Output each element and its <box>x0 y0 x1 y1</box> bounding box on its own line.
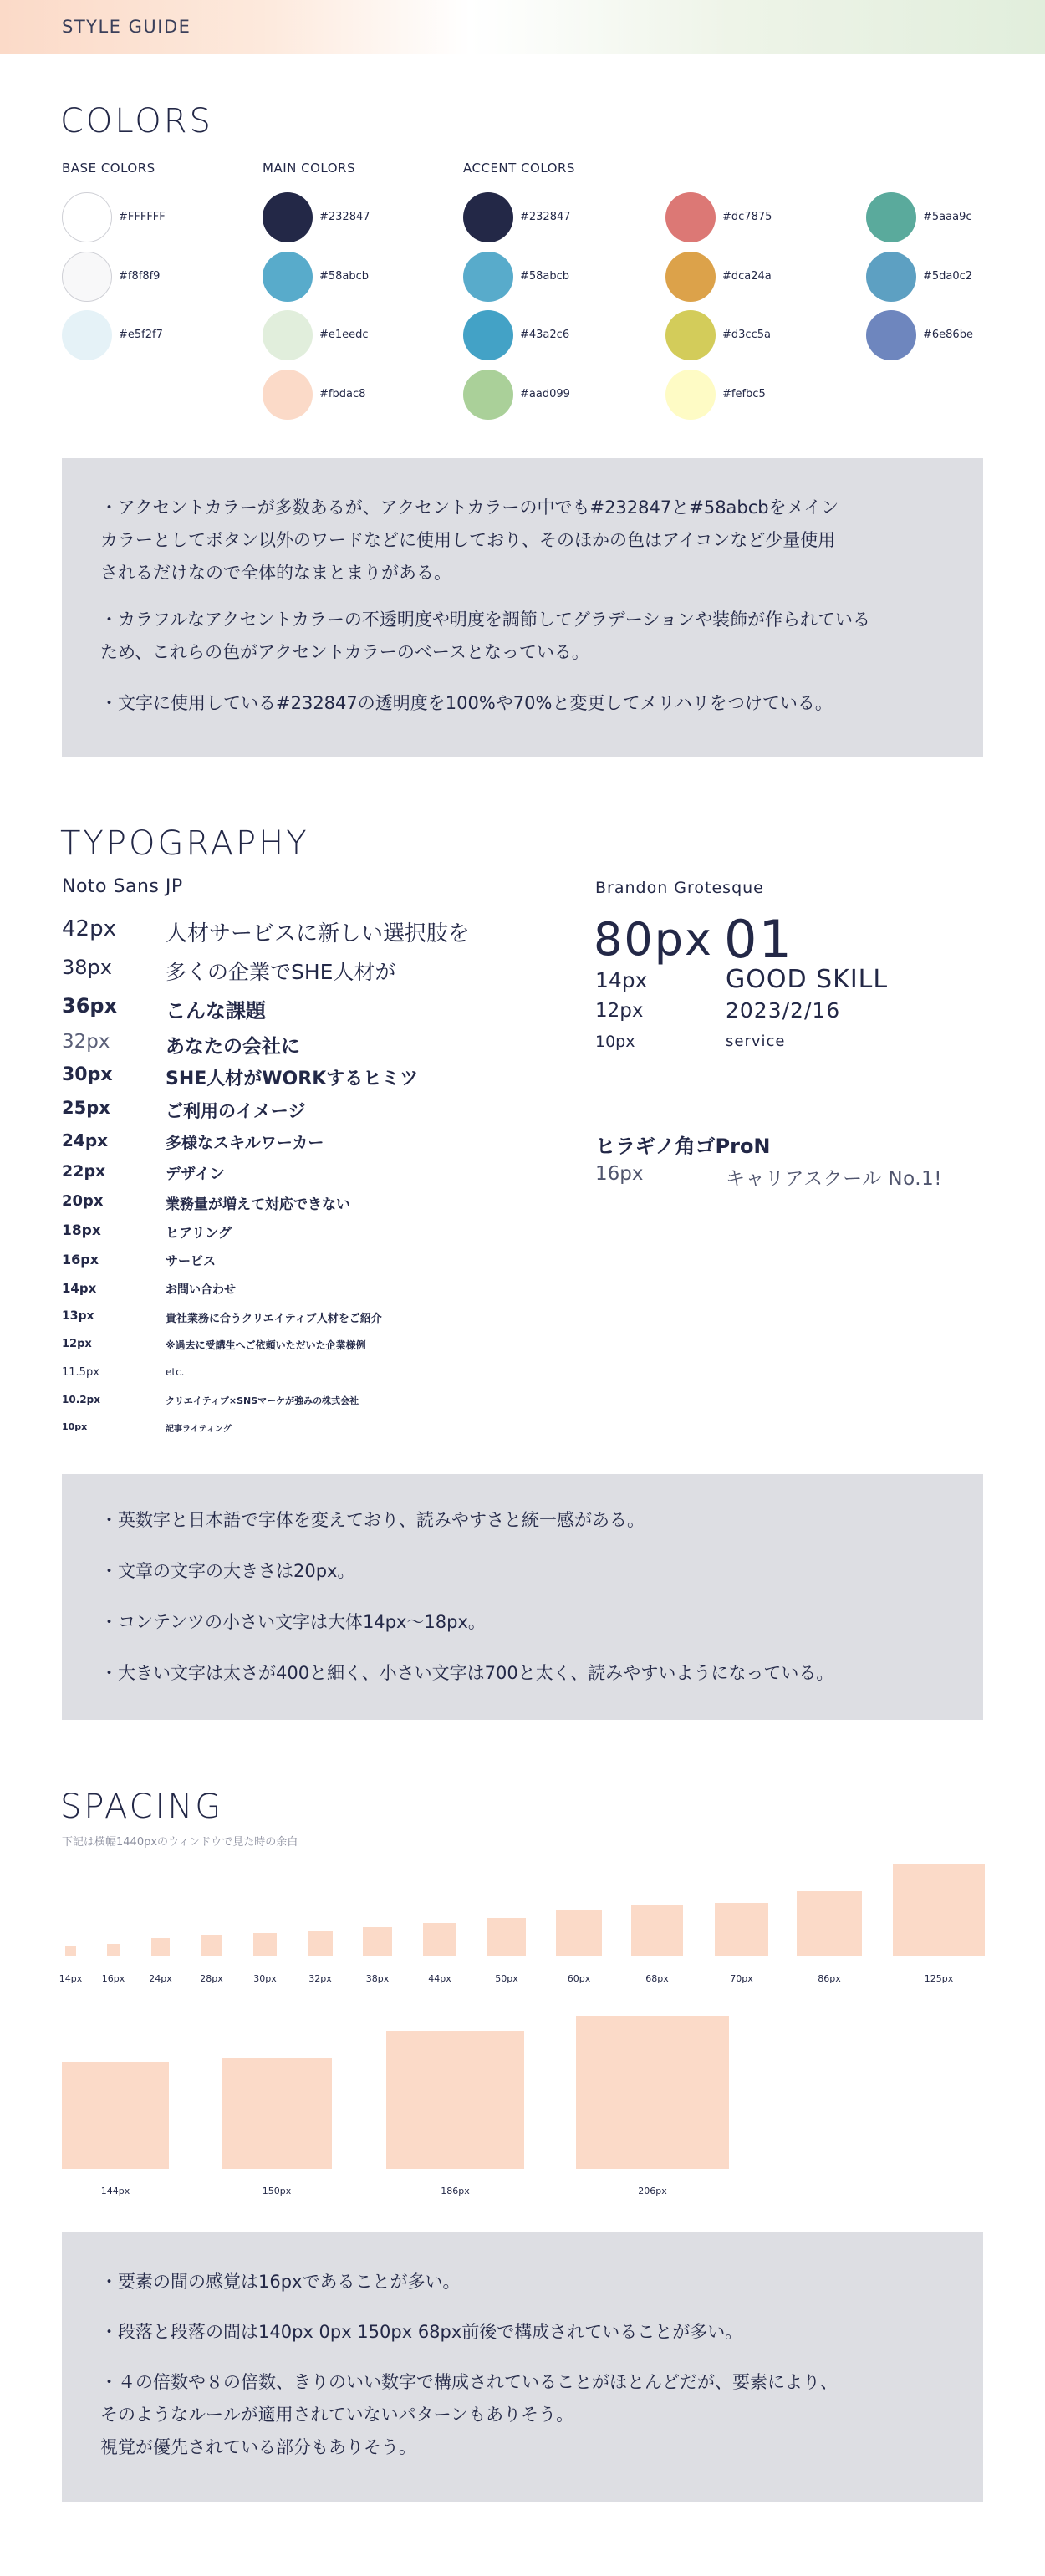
main-swatch-3 <box>263 370 313 420</box>
spacing-note-line-4: そのようなルールが適用されていないパターンもありそう。 <box>100 2405 574 2425</box>
hiragino-label: ヒラギノ角ゴProN <box>595 1135 771 1158</box>
spacing-label-44px: 44px <box>428 1973 451 1984</box>
type-sample-8: 業務量が増えて対応できない <box>166 1196 350 1213</box>
accent-swatch-label-10: #6e86be <box>923 329 973 341</box>
main-swatch-1 <box>263 252 313 302</box>
colors-note-line-1: ・アクセントカラーが多数あるが、アクセントカラーの中でも#232847と#58abcbをメイン <box>100 497 839 518</box>
colors-title: COLORS <box>60 102 213 140</box>
type-sample-16: 記事ライティング <box>166 1425 232 1434</box>
accent-swatch-6 <box>665 310 716 360</box>
type-sample-3: あなたの会社に <box>166 1036 300 1058</box>
spacing-square-30px <box>253 1933 277 1956</box>
hiragino-sample-16: キャリアスクール No.1! <box>726 1168 942 1190</box>
colors-note-line-3: されるだけなので全体的なまとまりがある。 <box>100 563 451 583</box>
brandon-size-14: 14px <box>595 968 648 992</box>
main-swatch-label-3: #fbdac8 <box>319 388 366 400</box>
colors-note-line-4: ・カラフルなアクセントカラーの不透明度や明度を調節してグラデーションや装飾が作られている <box>100 610 871 630</box>
spacing-notes-box <box>62 2232 983 2502</box>
spacing-square-125px <box>893 1864 985 1956</box>
spacing-note-line-2: ・段落と段落の間は140px 0px 150px 68px前後で構成されていることが多い。 <box>100 2322 743 2342</box>
base-swatch-2 <box>62 310 112 360</box>
spacing-subtitle: 下記は横幅1440pxのウィンドウで見た時の余白 <box>62 1836 298 1849</box>
accent-swatch-label-6: #d3cc5a <box>722 329 771 341</box>
brandon-sample-12: 2023/2/16 <box>726 998 841 1023</box>
base-swatch-label-2: #e5f2f7 <box>119 329 163 341</box>
spacing-square-186px <box>386 2031 524 2169</box>
spacing-label-28px: 28px <box>200 1973 223 1984</box>
spacing-label-60px: 60px <box>567 1973 591 1984</box>
accent-swatch-4 <box>665 192 716 242</box>
spacing-label-144px: 144px <box>100 2186 130 2196</box>
type-size-5: 25px <box>62 1098 110 1118</box>
colors-note-line-5: ため、これらの色がアクセントカラーのベースとなっている。 <box>100 642 589 662</box>
page-header-title: STYLE GUIDE <box>62 17 191 37</box>
accent-colors-label: ACCENT COLORS <box>463 161 575 176</box>
type-size-15: 10.2px <box>62 1394 100 1405</box>
spacing-label-125px: 125px <box>924 1973 954 1984</box>
spacing-label-38px: 38px <box>365 1973 390 1984</box>
type-size-3: 32px <box>62 1031 110 1053</box>
spacing-square-86px <box>797 1891 862 1956</box>
accent-swatch-7 <box>665 370 716 420</box>
spacing-square-50px <box>487 1918 526 1956</box>
accent-swatch-label-0: #232847 <box>520 211 571 223</box>
typography-notes-box <box>62 1474 983 1720</box>
brandon-label: Brandon Grotesque <box>595 879 764 897</box>
typography-note-line-3: ・コンテンツの小さい文字は大体14px〜18px。 <box>100 1612 486 1632</box>
typography-note-line-2: ・文章の文字の大きさは20px。 <box>100 1561 355 1581</box>
spacing-label-50px: 50px <box>495 1973 518 1984</box>
brandon-sample-80: 01 <box>724 909 793 970</box>
accent-swatch-label-2: #43a2c6 <box>520 329 570 341</box>
accent-swatch-1 <box>463 252 513 302</box>
spacing-square-24px <box>151 1938 170 1956</box>
type-size-4: 30px <box>62 1064 113 1085</box>
spacing-label-14px: 14px <box>59 1973 83 1984</box>
accent-swatch-label-9: #5da0c2 <box>923 270 973 283</box>
type-sample-4: SHE人材がWORKするヒミツ <box>166 1069 419 1089</box>
type-size-6: 24px <box>62 1130 109 1150</box>
type-sample-0: 人材サービスに新しい選択肢を <box>166 921 471 946</box>
type-sample-1: 多くの企業でSHE人材が <box>166 960 396 984</box>
main-swatch-label-0: #232847 <box>319 211 370 223</box>
spacing-title: SPACING <box>60 1788 224 1826</box>
typography-note-line-4: ・大きい文字は太さが400と細く、小さい文字は700と太く、読みやすいようになっている。 <box>100 1663 834 1683</box>
spacing-square-206px <box>576 2016 729 2169</box>
type-sample-2: こんな課題 <box>166 999 266 1023</box>
type-sample-7: デザイン <box>166 1166 225 1183</box>
noto-sans-label: Noto Sans JP <box>62 876 183 897</box>
type-sample-9: ヒアリング <box>166 1225 232 1241</box>
colors-note-line-6: ・文字に使用している#232847の透明度を100%や70%と変更してメリハリをつけている。 <box>100 693 833 713</box>
base-swatch-label-1: #f8f8f9 <box>119 270 161 283</box>
type-size-9: 18px <box>62 1222 101 1239</box>
type-sample-6: 多様なスキルワーカー <box>166 1134 324 1152</box>
type-sample-5: ご利用のイメージ <box>166 1101 306 1121</box>
type-size-0: 42px <box>62 916 116 941</box>
base-swatch-0 <box>62 192 112 242</box>
colors-note-line-2: カラーとしてボタン以外のワードなどに使用しており、そのほかの色はアイコンなど少量使用 <box>100 530 836 550</box>
spacing-square-70px <box>715 1903 768 1956</box>
base-swatch-1 <box>62 252 112 302</box>
brandon-sample-10: service <box>726 1033 786 1050</box>
base-colors-label: BASE COLORS <box>62 161 155 176</box>
type-size-2: 36px <box>62 994 118 1018</box>
main-colors-label: MAIN COLORS <box>263 161 355 176</box>
spacing-note-line-5: 視覚が優先されている部分もありそう。 <box>100 2437 416 2457</box>
spacing-square-32px <box>308 1931 333 1956</box>
spacing-square-60px <box>556 1910 602 1956</box>
type-size-1: 38px <box>62 956 112 979</box>
spacing-label-68px: 68px <box>645 1973 669 1984</box>
spacing-label-32px: 32px <box>308 1973 332 1984</box>
type-size-16: 10px <box>62 1421 88 1432</box>
spacing-note-line-3: ・４の倍数や８の倍数、きりのいい数字で構成されていることがほとんどだが、要素により、 <box>100 2372 838 2392</box>
type-sample-14: etc. <box>166 1366 185 1378</box>
type-size-8: 20px <box>62 1192 104 1210</box>
type-sample-11: お問い合わせ <box>166 1283 236 1297</box>
spacing-square-14px <box>65 1946 76 1956</box>
typography-note-line-1: ・英数字と日本語で字体を変えており、読みやすさと統一感がある。 <box>100 1510 645 1530</box>
colors-notes-box <box>62 458 983 757</box>
spacing-square-150px <box>222 2058 332 2169</box>
spacing-label-16px: 16px <box>101 1973 125 1984</box>
accent-swatch-8 <box>866 192 916 242</box>
type-size-13: 12px <box>62 1338 92 1350</box>
spacing-square-28px <box>201 1935 222 1956</box>
brandon-sample-14: GOOD SKILL <box>726 965 889 994</box>
spacing-label-70px: 70px <box>730 1973 753 1984</box>
spacing-label-24px: 24px <box>149 1973 172 1984</box>
accent-swatch-9 <box>866 252 916 302</box>
hiragino-size-16: 16px <box>595 1163 644 1185</box>
type-sample-13: ※過去に受講生へご依頼いただいた企業様例 <box>166 1339 366 1351</box>
brandon-size-10: 10px <box>595 1033 635 1051</box>
spacing-square-16px <box>107 1944 120 1956</box>
type-sample-10: サービス <box>166 1253 217 1268</box>
brandon-size-80: 80px <box>594 913 713 966</box>
type-sample-12: 貴社業務に合うクリエイティブ人材をご紹介 <box>166 1313 382 1325</box>
spacing-label-30px: 30px <box>253 1973 277 1984</box>
spacing-square-44px <box>423 1923 456 1956</box>
main-swatch-label-1: #58abcb <box>319 270 370 283</box>
accent-swatch-10 <box>866 310 916 360</box>
type-size-14: 11.5px <box>62 1366 99 1379</box>
type-size-12: 13px <box>62 1309 94 1323</box>
accent-swatch-label-8: #5aaa9c <box>923 211 972 223</box>
accent-swatch-5 <box>665 252 716 302</box>
spacing-label-150px: 150px <box>262 2186 292 2196</box>
main-swatch-2 <box>263 310 313 360</box>
spacing-square-38px <box>363 1927 392 1956</box>
accent-swatch-label-3: #aad099 <box>520 388 570 400</box>
type-size-11: 14px <box>62 1281 97 1296</box>
accent-swatch-label-7: #fefbc5 <box>722 388 766 400</box>
spacing-square-68px <box>631 1905 683 1956</box>
accent-swatch-0 <box>463 192 513 242</box>
spacing-label-206px: 206px <box>638 2186 667 2196</box>
type-size-7: 22px <box>62 1162 106 1181</box>
main-swatch-label-2: #e1eedc <box>319 329 369 341</box>
accent-swatch-label-4: #dc7875 <box>722 211 772 223</box>
accent-swatch-2 <box>463 310 513 360</box>
spacing-square-144px <box>62 2062 169 2169</box>
type-sample-15: クリエイティブ×SNSマーケが強みの株式会社 <box>166 1395 359 1406</box>
accent-swatch-label-1: #58abcb <box>520 270 570 283</box>
main-swatch-0 <box>263 192 313 242</box>
spacing-label-186px: 186px <box>441 2186 470 2196</box>
base-swatch-label-0: #FFFFFF <box>119 211 166 223</box>
accent-swatch-label-5: #dca24a <box>722 270 772 283</box>
brandon-size-12: 12px <box>595 1000 644 1022</box>
accent-swatch-3 <box>463 370 513 420</box>
spacing-label-86px: 86px <box>818 1973 841 1984</box>
type-size-10: 16px <box>62 1252 99 1268</box>
typography-title: TYPOGRAPHY <box>60 824 309 863</box>
spacing-note-line-1: ・要素の間の感覚は16pxであることが多い。 <box>100 2272 461 2292</box>
